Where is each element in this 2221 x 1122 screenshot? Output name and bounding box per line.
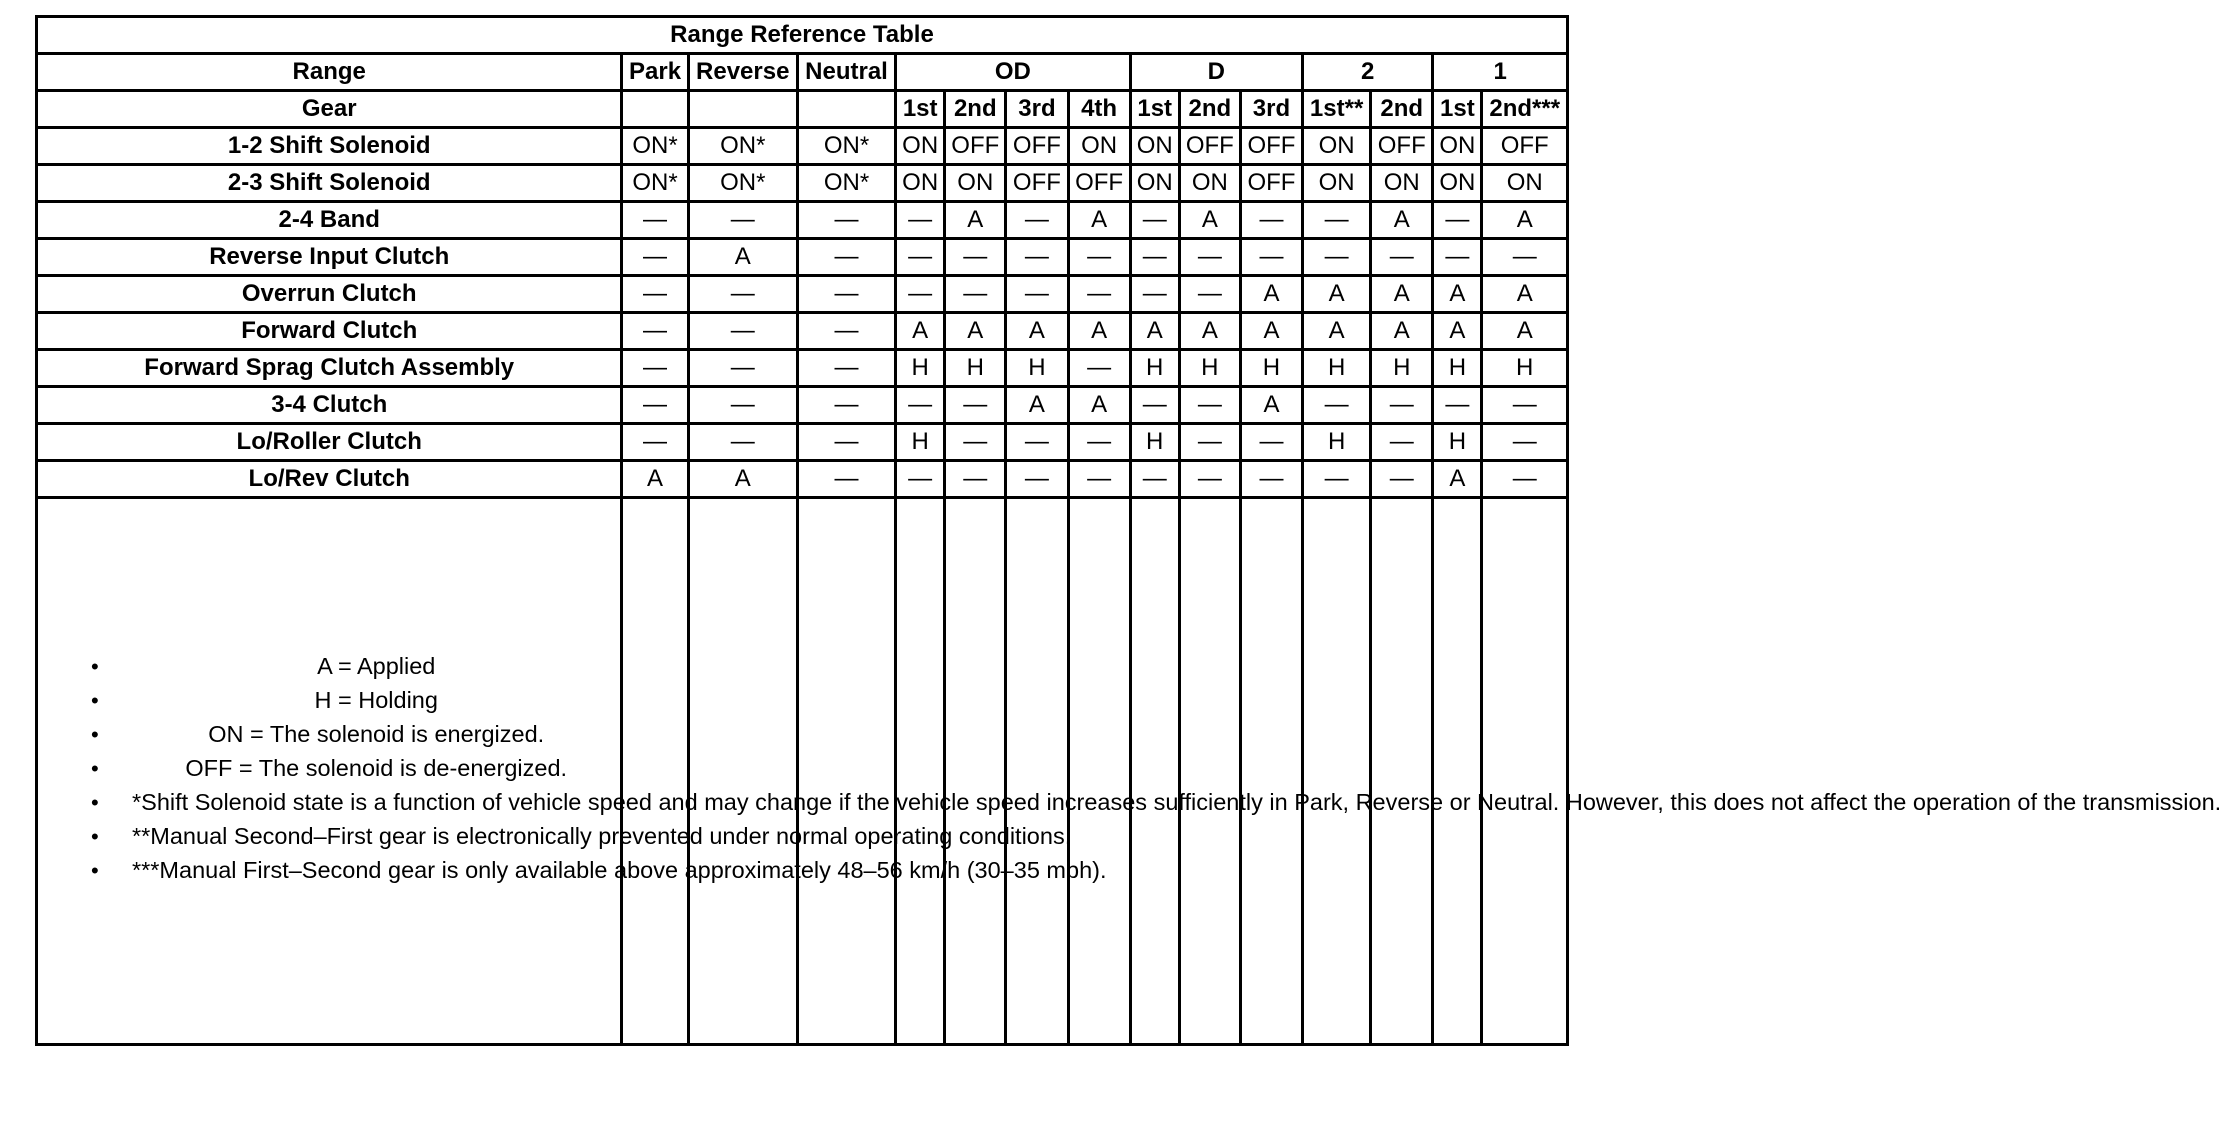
table-cell: A (1482, 313, 1568, 350)
table-cell: OFF (1068, 165, 1130, 202)
range-reference-table (35, 15, 2221, 1046)
bullet-icon: • (91, 654, 99, 679)
table-cell: H (1130, 424, 1179, 461)
table-cell: H (1303, 424, 1371, 461)
table-cell: — (1303, 202, 1371, 239)
table-cell: ON (1130, 128, 1179, 165)
table-cell: — (797, 239, 895, 276)
table-cell: H (896, 350, 945, 387)
empty-cell (688, 498, 797, 1045)
table-cell: — (945, 387, 1006, 424)
table-cell: — (896, 239, 945, 276)
table-cell: — (1240, 202, 1302, 239)
table-row (37, 350, 1568, 387)
table-cell: A (1303, 276, 1371, 313)
table-cell: — (1006, 461, 1068, 498)
table-cell: — (1179, 239, 1240, 276)
empty-cell (1371, 498, 1433, 1045)
note-text: H = Holding (314, 687, 438, 713)
table-cell: H (1482, 350, 1568, 387)
table-cell: — (622, 350, 688, 387)
table-cell: — (1482, 424, 1568, 461)
row-label: Reverse Input Clutch (37, 239, 622, 276)
row-label: Forward Sprag Clutch Assembly (37, 350, 622, 387)
table-cell: ON (1371, 165, 1433, 202)
note-text: *Shift Solenoid state is a function of vehicle speed and may change if the vehicle speed increases sufficiently in Park, Reverse or Neutral. However, this does not affect the operation of the transmission. (132, 789, 2221, 815)
gear-cell: 2nd (1371, 91, 1433, 128)
table-cell: — (1240, 461, 1302, 498)
table-cell: — (622, 313, 688, 350)
title-row (37, 17, 1568, 54)
table-cell: — (688, 202, 797, 239)
table-cell: — (1433, 387, 1482, 424)
table-cell: ON (1303, 128, 1371, 165)
note-text: ***Manual First–Second gear is only available above approximately 48–56 km/h (30–35 mph). (132, 857, 1107, 883)
table-cell: OFF (1179, 128, 1240, 165)
table-cell: — (1130, 239, 1179, 276)
bullet-icon: • (91, 756, 99, 781)
empty-cell (896, 498, 945, 1045)
table-cell: A (1006, 313, 1068, 350)
range-d: D (1130, 54, 1302, 91)
table-cell: A (1179, 202, 1240, 239)
table-cell: — (797, 461, 895, 498)
table-row (37, 239, 1568, 276)
table-cell: — (1068, 239, 1130, 276)
table-cell: — (1179, 424, 1240, 461)
table-cell: — (945, 461, 1006, 498)
table-cell: — (797, 387, 895, 424)
gear-cell (688, 91, 797, 128)
note-text: A = Applied (317, 653, 436, 679)
table-cell: — (688, 350, 797, 387)
note-item (38, 652, 620, 681)
gear-cell (797, 91, 895, 128)
note-text: **Manual Second–First gear is electronically prevented under normal operating conditions. (132, 823, 1072, 849)
table-cell: ON (1179, 165, 1240, 202)
table-cell: ON (896, 128, 945, 165)
table-cell: — (622, 424, 688, 461)
range-park: Park (622, 54, 688, 91)
table-cell: A (1068, 387, 1130, 424)
table-cell: — (1006, 202, 1068, 239)
table-cell: — (622, 239, 688, 276)
table-cell: A (1433, 313, 1482, 350)
range-neutral: Neutral (797, 54, 895, 91)
table-cell: — (688, 424, 797, 461)
bullet-icon: • (91, 858, 99, 883)
gear-cell: 4th (1068, 91, 1130, 128)
table-cell: — (945, 424, 1006, 461)
table-row (37, 461, 1568, 498)
table-cell: — (797, 276, 895, 313)
bullet-icon: • (91, 688, 99, 713)
table-cell: — (1433, 239, 1482, 276)
empty-cell (1130, 498, 1179, 1045)
row-label: Lo/Rev Clutch (37, 461, 622, 498)
table-cell: H (1433, 350, 1482, 387)
table-cell: ON* (622, 128, 688, 165)
table-cell: — (896, 387, 945, 424)
table-cell: — (1303, 239, 1371, 276)
gear-cell: 2nd (1179, 91, 1240, 128)
table-cell: A (1433, 461, 1482, 498)
table-cell: H (945, 350, 1006, 387)
gear-cell: 3rd (1240, 91, 1302, 128)
table-cell: ON* (797, 128, 895, 165)
table-cell: ON (1130, 165, 1179, 202)
table-cell: H (1179, 350, 1240, 387)
empty-cell (1006, 498, 1068, 1045)
empty-cell (797, 498, 895, 1045)
table-cell: ON* (622, 165, 688, 202)
table-cell: — (896, 202, 945, 239)
table-cell: A (1371, 202, 1433, 239)
table-cell: — (1068, 424, 1130, 461)
table-cell: ON (1433, 128, 1482, 165)
table-cell: A (1068, 313, 1130, 350)
table-cell: A (1433, 276, 1482, 313)
table-cell: — (688, 313, 797, 350)
table-cell: — (896, 461, 945, 498)
range-row (37, 54, 1568, 91)
table-cell: A (896, 313, 945, 350)
row-label: 2-3 Shift Solenoid (37, 165, 622, 202)
range-2: 2 (1303, 54, 1433, 91)
table-cell: — (1179, 276, 1240, 313)
table-cell: — (1371, 461, 1433, 498)
table-cell: — (688, 276, 797, 313)
table-cell: — (1179, 461, 1240, 498)
table-cell: — (1068, 276, 1130, 313)
range-reverse: Reverse (688, 54, 797, 91)
note-item (38, 754, 620, 783)
table-cell: — (1068, 461, 1130, 498)
table-cell: A (945, 202, 1006, 239)
note-item (38, 686, 620, 715)
table-cell: — (1240, 239, 1302, 276)
table-cell: A (1179, 313, 1240, 350)
range-od: OD (896, 54, 1131, 91)
notes-cell (37, 498, 2221, 1045)
table-cell: — (797, 313, 895, 350)
table-cell: OFF (1006, 128, 1068, 165)
table-cell: A (1303, 313, 1371, 350)
table-cell: ON (1482, 165, 1568, 202)
table-cell: — (1006, 239, 1068, 276)
table-cell: — (797, 202, 895, 239)
gear-cell: 2nd (945, 91, 1006, 128)
empty-cell (622, 498, 688, 1045)
table-cell: OFF (1240, 128, 1302, 165)
table-cell: — (1179, 387, 1240, 424)
table-cell: ON (945, 165, 1006, 202)
gear-cell: 3rd (1006, 91, 1068, 128)
table-cell: H (1303, 350, 1371, 387)
bullet-icon: • (91, 722, 99, 747)
empty-cell (1068, 498, 1130, 1045)
table-cell: OFF (1482, 128, 1568, 165)
table-cell: — (688, 387, 797, 424)
table-cell: A (1068, 202, 1130, 239)
notes-list (38, 652, 2221, 885)
table-cell: ON (896, 165, 945, 202)
row-label: Lo/Roller Clutch (37, 424, 622, 461)
table-cell: A (945, 313, 1006, 350)
table-cell: — (1433, 202, 1482, 239)
empty-cell (1240, 498, 1302, 1045)
table-cell: — (1371, 387, 1433, 424)
gear-cell: 1st (1433, 91, 1482, 128)
bullet-icon: • (91, 824, 99, 849)
table-cell: — (1303, 387, 1371, 424)
table-cell: H (1130, 350, 1179, 387)
row-label: 2-4 Band (37, 202, 622, 239)
table-cell: — (1068, 350, 1130, 387)
table-row (37, 387, 1568, 424)
table-row (37, 276, 1568, 313)
note-item (38, 720, 620, 749)
table-cell: ON* (688, 165, 797, 202)
table-cell: A (688, 461, 797, 498)
table-cell: A (1006, 387, 1068, 424)
note-text: ON = The solenoid is energized. (208, 721, 545, 747)
empty-cell (1482, 498, 1568, 1045)
table-cell: — (1482, 239, 1568, 276)
empty-cell (945, 498, 1006, 1045)
table-cell: A (1240, 313, 1302, 350)
table-cell: — (1303, 461, 1371, 498)
table-cell: — (622, 387, 688, 424)
table-row (37, 202, 1568, 239)
bullet-icon: • (91, 790, 99, 815)
table-row (37, 128, 1568, 165)
table-cell: A (1371, 276, 1433, 313)
row-label: Overrun Clutch (37, 276, 622, 313)
gear-cell (622, 91, 688, 128)
table-cell: A (1240, 387, 1302, 424)
table-title: Range Reference Table (37, 17, 1568, 54)
note-item (38, 856, 1107, 885)
table-cell: — (945, 276, 1006, 313)
table-cell: — (1482, 387, 1568, 424)
table-cell: — (1130, 387, 1179, 424)
table-cell: H (896, 424, 945, 461)
table-cell: ON (1433, 165, 1482, 202)
table-cell: A (1240, 276, 1302, 313)
table-cell: H (1433, 424, 1482, 461)
empty-cell (1179, 498, 1240, 1045)
empty-cell (1303, 498, 1371, 1045)
table-cell: — (797, 424, 895, 461)
row-label: 1-2 Shift Solenoid (37, 128, 622, 165)
table-cell: A (1482, 276, 1568, 313)
gear-cell: 2nd*** (1482, 91, 1568, 128)
table-cell: — (896, 276, 945, 313)
row-label: 3-4 Clutch (37, 387, 622, 424)
notes-row (37, 498, 1568, 1045)
note-item (38, 788, 2221, 817)
table-row (37, 165, 1568, 202)
table-cell: — (622, 276, 688, 313)
table-cell: — (1371, 424, 1433, 461)
note-text: OFF = The solenoid is de-energized. (185, 755, 568, 781)
table-cell: — (1130, 202, 1179, 239)
row-label: Forward Clutch (37, 313, 622, 350)
table-cell: H (1371, 350, 1433, 387)
table-cell: OFF (1006, 165, 1068, 202)
table-cell: A (622, 461, 688, 498)
table-cell: H (1240, 350, 1302, 387)
table-cell: A (1130, 313, 1179, 350)
table-cell: OFF (1371, 128, 1433, 165)
table-cell: — (1482, 461, 1568, 498)
table-cell: OFF (1240, 165, 1302, 202)
gear-cell: 1st (896, 91, 945, 128)
table-cell: — (945, 239, 1006, 276)
table-cell: — (1006, 276, 1068, 313)
table-cell: A (688, 239, 797, 276)
gear-cell: 1st (1130, 91, 1179, 128)
gear-cell: 1st** (1303, 91, 1371, 128)
table-cell: A (1371, 313, 1433, 350)
table-cell: A (1482, 202, 1568, 239)
table-cell: — (1240, 424, 1302, 461)
range-header-label: Range (37, 54, 622, 91)
table-cell: — (1371, 239, 1433, 276)
table-cell: H (1006, 350, 1068, 387)
table-cell: OFF (945, 128, 1006, 165)
gear-header-label: Gear (37, 91, 622, 128)
note-item (38, 822, 1072, 851)
table-cell: — (1006, 424, 1068, 461)
table-cell: ON (1068, 128, 1130, 165)
empty-cell (1433, 498, 1482, 1045)
table-cell: — (622, 202, 688, 239)
table-cell: ON* (797, 165, 895, 202)
table-cell: ON (1303, 165, 1371, 202)
table-cell: — (797, 350, 895, 387)
table-row (37, 313, 1568, 350)
gear-row (37, 91, 1568, 128)
table-cell: — (1130, 276, 1179, 313)
range-1: 1 (1433, 54, 1568, 91)
table-cell: ON* (688, 128, 797, 165)
table-row (37, 424, 1568, 461)
table-cell: — (1130, 461, 1179, 498)
